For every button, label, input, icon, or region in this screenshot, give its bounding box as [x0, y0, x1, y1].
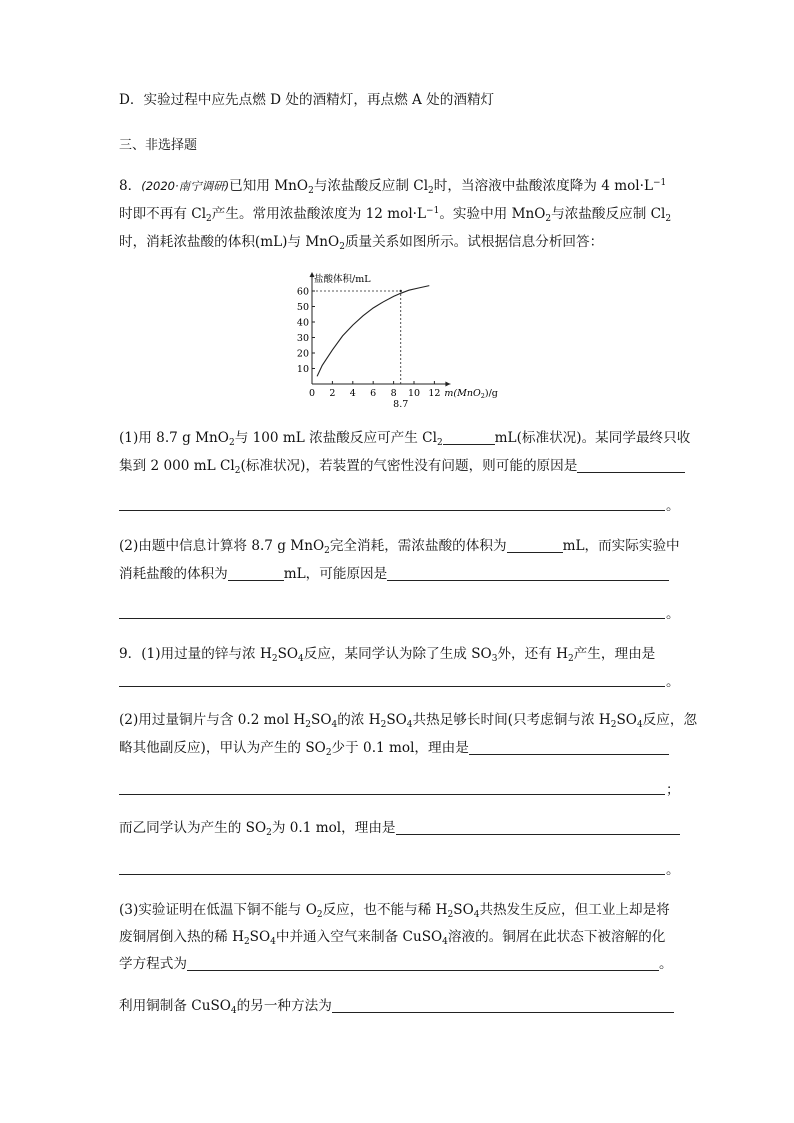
- q9-part2-line4: [119, 818, 680, 838]
- superscript: −1: [426, 206, 440, 216]
- subscript: 4: [230, 1006, 237, 1016]
- x-axis-label: [444, 388, 498, 400]
- q9-text: 为 0.1 mol，理由是: [271, 820, 396, 836]
- q8-text: 时即不再有 Cl: [119, 206, 207, 222]
- q9-text: SO: [249, 929, 271, 945]
- answer-blank[interactable]: [443, 430, 495, 445]
- x-tick-label: 8: [390, 388, 397, 399]
- y-tick-label: 10: [296, 364, 309, 375]
- period: 。: [666, 606, 680, 622]
- q9-part3-line1: [119, 900, 670, 920]
- q8-text: 时，当溶液中盐酸浓度降为 4 mol·L: [433, 178, 653, 194]
- section-heading: 三、非选择题: [119, 138, 198, 153]
- q8-text: (1)用 8.7 g MnO: [119, 430, 229, 446]
- q8-number: 8．: [119, 178, 142, 194]
- option-d: D．实验过程中应先点燃 D 处的酒精灯，再点燃 A 处的酒精灯: [119, 92, 495, 108]
- x-tick-label: 10: [407, 388, 421, 399]
- subscript: 4: [331, 720, 338, 730]
- q8-text: 与浓盐酸反应制 Cl: [551, 206, 666, 222]
- answer-line[interactable]: [119, 686, 665, 687]
- x-tick-label: 4: [349, 388, 356, 399]
- x-axis-label-main: m(MnO: [444, 388, 481, 399]
- q9-part3-line3: [119, 954, 673, 974]
- q9-text: 共热发生反应，但工业上却是将: [479, 902, 670, 918]
- subscript: 2: [228, 438, 235, 448]
- q9-text: (3)实验证明在低温下铜不能与 O: [119, 902, 317, 918]
- q9-part3-line2: [119, 927, 665, 947]
- answer-blank[interactable]: [228, 566, 284, 581]
- q9-text: 共热足够长时间(只考虑铜与浓 H: [412, 712, 611, 728]
- q8-part2-line1: [119, 536, 680, 556]
- highlight-point: [400, 290, 402, 292]
- q8-text: 质量关系如图所示。试根据信息分析回答：: [344, 234, 604, 250]
- subscript: 2: [325, 748, 332, 758]
- q8-text: mL，可能原因是: [283, 566, 388, 582]
- subscript: 2: [243, 937, 250, 947]
- x-axis-label-sub: 2: [480, 392, 485, 400]
- period: 。: [666, 862, 680, 878]
- q8-text: mL(标准状况)。某同学最终只收: [494, 430, 691, 446]
- y-tick-label: 40: [296, 317, 309, 329]
- q9-text: SO: [616, 712, 637, 728]
- q8-text: 。实验中用 MnO: [439, 206, 546, 222]
- highlight-label: 8.7: [393, 399, 409, 408]
- subscript: 2: [271, 654, 278, 664]
- q9-text: 废铜屑倒入热的稀 H: [119, 929, 244, 945]
- q8-text: 消耗盐酸的体积为: [119, 566, 228, 582]
- subscript: 2: [610, 720, 617, 730]
- q9-part2-line1: [119, 710, 697, 730]
- subscript: 2: [428, 186, 434, 196]
- answer-blank[interactable]: [387, 566, 669, 581]
- answer-line[interactable]: [119, 618, 665, 619]
- period: 。: [658, 956, 673, 972]
- superscript: −1: [652, 178, 667, 188]
- subscript: 2: [545, 214, 552, 224]
- subscript: 4: [473, 910, 480, 920]
- q9-text: 反应，某同学认为除了生成 SO: [303, 646, 492, 662]
- y-tick-label: 60: [296, 286, 309, 298]
- subscript: 2: [339, 242, 345, 252]
- q8-text: 时，消耗浓盐酸的体积(mL)与 MnO: [119, 234, 340, 250]
- q9-text: 反应，也不能与稀 H: [322, 902, 448, 918]
- q8-part2-line2: [119, 564, 669, 584]
- subscript: 2: [308, 186, 314, 196]
- subscript: 4: [442, 937, 448, 947]
- hcl-volume-chart: [290, 268, 520, 408]
- answer-blank[interactable]: [396, 820, 680, 835]
- period: 。: [666, 498, 680, 514]
- subscript: 3: [491, 654, 498, 664]
- q9-text: 产生，理由是: [573, 646, 656, 662]
- q9-text: 9．(1)用过量的锌与浓 H: [119, 646, 272, 662]
- q9-text: 外，还有 H: [497, 646, 568, 662]
- q9-part2-line2: [119, 738, 669, 758]
- q9-text: 略其他副反应)，甲认为产生的 SO: [119, 740, 326, 756]
- subscript: 2: [206, 214, 212, 224]
- subscript: 4: [636, 720, 643, 730]
- q8-text: mL，而实际实验中: [562, 538, 680, 554]
- q8-line1: [119, 176, 666, 196]
- subscript: 2: [665, 214, 672, 224]
- q8-part1-line2: [119, 456, 685, 476]
- x-axis-label-post: )/g: [484, 388, 498, 399]
- x-tick-label: 12: [428, 388, 441, 399]
- subscript: 2: [380, 720, 387, 730]
- x-tick-label: 2: [329, 388, 336, 399]
- answer-blank[interactable]: [577, 458, 685, 473]
- subscript: 2: [447, 910, 454, 920]
- period: 。: [666, 674, 680, 690]
- data-curve: [317, 286, 429, 377]
- answer-blank[interactable]: [332, 998, 674, 1013]
- q9-text: 利用铜制备 CuSO: [119, 998, 231, 1014]
- subscript: 2: [567, 654, 574, 664]
- answer-blank[interactable]: [507, 538, 563, 553]
- q9-text: 的另一种方法为: [236, 998, 332, 1014]
- q9-part1-line1: [119, 644, 655, 664]
- subscript: 2: [436, 438, 443, 448]
- y-tick-label: 50: [296, 302, 309, 313]
- semicolon: ；: [666, 782, 680, 798]
- y-axis-label: 盐酸体积/mL: [314, 274, 371, 285]
- answer-blank[interactable]: [187, 956, 659, 971]
- q9-part3-line4: [119, 996, 674, 1016]
- y-tick-label: 30: [296, 333, 309, 344]
- q9-text: 少于 0.1 mol，理由是: [331, 740, 469, 756]
- q9-text: SO: [386, 712, 407, 728]
- subscript: 2: [266, 828, 272, 838]
- q9-text: SO: [311, 712, 332, 728]
- q9-text: 溶液的。铜屑在此状态下被溶解的化: [447, 929, 666, 945]
- q8-text: (标准状况)，若装置的气密性没有问题，则可能的原因是: [240, 458, 578, 474]
- answer-line[interactable]: [119, 794, 665, 795]
- x-axis-arrow: [445, 382, 450, 387]
- q9-text: 学方程式为: [119, 956, 187, 972]
- q8-text: 与 100 mL 浓盐酸反应可产生 Cl: [234, 430, 437, 446]
- subscript: 4: [270, 937, 276, 947]
- x-tick-label: 6: [370, 388, 377, 399]
- q8-part1-line1: [119, 428, 690, 448]
- q8-source: (2020·南宁调研): [141, 179, 230, 193]
- q8-line2: [119, 204, 671, 224]
- x-tick-label: 0: [308, 388, 316, 399]
- q9-text: 反应，忽: [642, 712, 698, 728]
- q8-text: 已知用 MnO: [229, 178, 309, 194]
- q8-text: 产生。常用浓盐酸浓度为 12 mol·L: [211, 206, 427, 222]
- q8-text: 与浓盐酸反应制 Cl: [313, 178, 429, 194]
- q9-text: 中并通入空气来制备 CuSO: [275, 929, 443, 945]
- q9-text: SO: [277, 646, 299, 662]
- subscript: 2: [305, 720, 312, 730]
- q8-line3: [119, 232, 603, 252]
- q8-text: 集到 2 000 mL Cl: [119, 458, 235, 474]
- subscript: 4: [406, 720, 413, 730]
- y-tick-label: 20: [296, 348, 309, 360]
- answer-line[interactable]: [119, 510, 665, 511]
- q9-text: 的浓 H: [337, 712, 381, 728]
- q9-text: (2)用过量铜片与含 0.2 mol H: [119, 712, 306, 728]
- q8-text: (2)由题中信息计算将 8.7 g MnO: [119, 538, 325, 554]
- answer-blank[interactable]: [469, 740, 669, 755]
- subscript: 2: [324, 546, 330, 556]
- answer-line[interactable]: [119, 874, 665, 875]
- subscript: 4: [298, 654, 304, 664]
- subscript: 2: [316, 910, 323, 920]
- q9-text: SO: [453, 902, 474, 918]
- q9-text: 而乙同学认为产生的 SO: [119, 820, 267, 836]
- q8-text: 完全消耗，需浓盐酸的体积为: [329, 538, 507, 554]
- subscript: 2: [234, 466, 241, 476]
